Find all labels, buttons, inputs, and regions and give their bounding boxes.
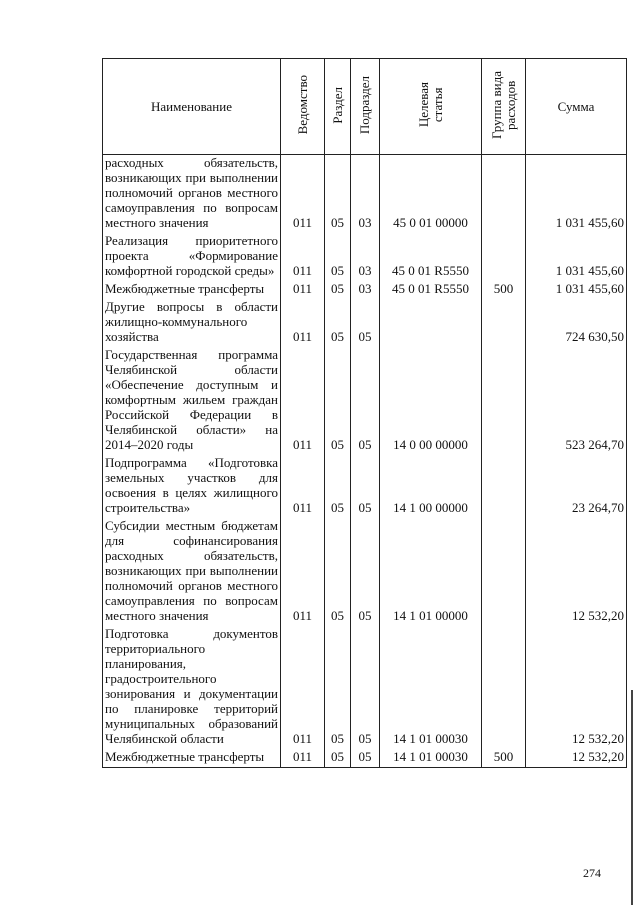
row-razdel: 05 xyxy=(325,347,351,455)
col-header-group: Группа вида расходов xyxy=(482,59,526,155)
row-ved: 011 xyxy=(281,455,325,518)
col-header-podrazdel: Подраздел xyxy=(351,59,380,155)
row-podrazdel: 05 xyxy=(351,518,380,626)
table-row xyxy=(103,749,627,768)
col-header-ved: Ведомство xyxy=(281,59,325,155)
row-podrazdel: 05 xyxy=(351,455,380,518)
row-sum: 23 264,70 xyxy=(526,455,627,518)
row-razdel: 05 xyxy=(325,155,351,234)
row-razdel: 05 xyxy=(325,518,351,626)
row-name: расходных обязательств, возникающих при выполнении полномочий органов местного самоуправления по вопросам местного значения xyxy=(103,155,281,234)
table-row xyxy=(103,281,627,299)
row-sum: 12 532,20 xyxy=(526,518,627,626)
budget-table xyxy=(102,58,627,768)
row-target: 14 1 00 00000 xyxy=(380,455,482,518)
row-group: 500 xyxy=(482,749,526,768)
row-razdel: 05 xyxy=(325,233,351,281)
row-razdel: 05 xyxy=(325,626,351,749)
row-razdel: 05 xyxy=(325,299,351,347)
col-header-sum: Сумма xyxy=(526,59,627,155)
page-number: 274 xyxy=(583,866,601,880)
row-razdel: 05 xyxy=(325,281,351,299)
row-name: Государственная программа Челябинской области «Обеспечение доступным и комфортным жильем граждан Российской Федерации в Челябинской области» на 2014–2020 годы xyxy=(103,347,281,455)
table-row xyxy=(103,347,627,455)
col-header-razdel: Раздел xyxy=(325,59,351,155)
row-ved: 011 xyxy=(281,347,325,455)
table-row xyxy=(103,455,627,518)
row-name: Реализация приоритетного проекта «Формирование комфортной городской среды» xyxy=(103,233,281,281)
row-sum: 523 264,70 xyxy=(526,347,627,455)
row-group xyxy=(482,347,526,455)
row-sum: 1 031 455,60 xyxy=(526,233,627,281)
row-razdel: 05 xyxy=(325,455,351,518)
row-group xyxy=(482,455,526,518)
row-ved: 011 xyxy=(281,233,325,281)
row-group xyxy=(482,299,526,347)
row-podrazdel: 05 xyxy=(351,347,380,455)
row-podrazdel: 03 xyxy=(351,281,380,299)
row-sum: 724 630,50 xyxy=(526,299,627,347)
row-name: Субсидии местным бюджетам для софинансирования расходных обязательств, возникающих при выполнении полномочий органов местного самоуправления по вопросам местного значения xyxy=(103,518,281,626)
table-row xyxy=(103,233,627,281)
table-body xyxy=(103,155,627,768)
row-group xyxy=(482,626,526,749)
row-group xyxy=(482,518,526,626)
row-ved: 011 xyxy=(281,155,325,234)
row-name: Подготовка документов территориального планирования, градостроительного зонирования и документации по планировке территорий муниципальных образований Челябинской области xyxy=(103,626,281,749)
table-row xyxy=(103,518,627,626)
row-name: Подпрограмма «Подготовка земельных участков для освоения в целях жилищного строительства» xyxy=(103,455,281,518)
row-group: 500 xyxy=(482,281,526,299)
row-target: 45 0 01 00000 xyxy=(380,155,482,234)
row-target: 14 1 01 00030 xyxy=(380,749,482,768)
table-row xyxy=(103,626,627,749)
row-ved: 011 xyxy=(281,518,325,626)
row-ved: 011 xyxy=(281,281,325,299)
row-sum: 1 031 455,60 xyxy=(526,281,627,299)
row-sum: 1 031 455,60 xyxy=(526,155,627,234)
row-podrazdel: 05 xyxy=(351,749,380,768)
row-target: 14 0 00 00000 xyxy=(380,347,482,455)
row-podrazdel: 03 xyxy=(351,155,380,234)
table-row xyxy=(103,155,627,234)
row-name: Другие вопросы в области жилищно-коммунального хозяйства xyxy=(103,299,281,347)
col-header-target: Целевая статья xyxy=(380,59,482,155)
col-header-name: Наименование xyxy=(103,59,281,155)
row-ved: 011 xyxy=(281,626,325,749)
scan-edge-line xyxy=(631,690,633,905)
row-group xyxy=(482,155,526,234)
row-sum: 12 532,20 xyxy=(526,626,627,749)
row-target: 14 1 01 00030 xyxy=(380,626,482,749)
row-razdel: 05 xyxy=(325,749,351,768)
row-podrazdel: 05 xyxy=(351,626,380,749)
row-name: Межбюджетные трансферты xyxy=(103,281,281,299)
row-sum: 12 532,20 xyxy=(526,749,627,768)
table-row xyxy=(103,299,627,347)
row-ved: 011 xyxy=(281,749,325,768)
row-target xyxy=(380,299,482,347)
row-ved: 011 xyxy=(281,299,325,347)
row-group xyxy=(482,233,526,281)
table-header xyxy=(103,59,627,155)
row-target: 45 0 01 R5550 xyxy=(380,281,482,299)
row-target: 45 0 01 R5550 xyxy=(380,233,482,281)
row-podrazdel: 03 xyxy=(351,233,380,281)
row-podrazdel: 05 xyxy=(351,299,380,347)
row-name: Межбюджетные трансферты xyxy=(103,749,281,768)
row-target: 14 1 01 00000 xyxy=(380,518,482,626)
